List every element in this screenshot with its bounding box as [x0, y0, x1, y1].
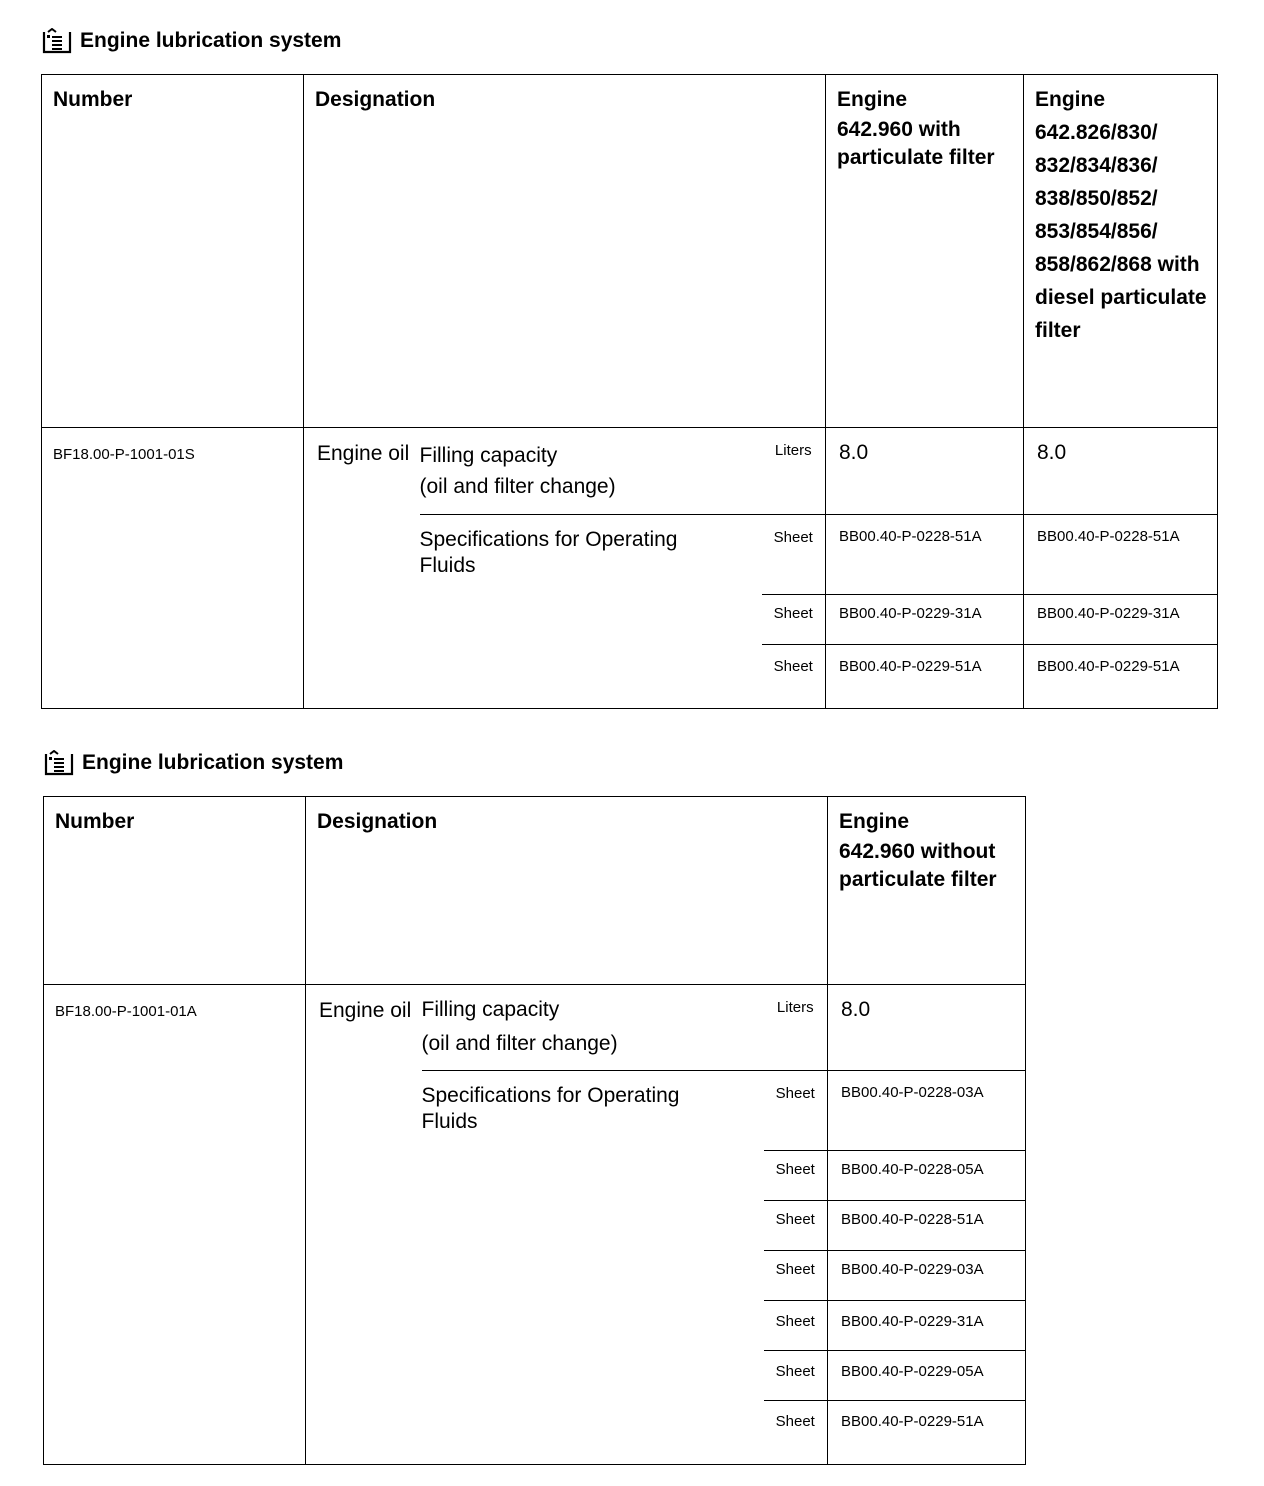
header-engine-col	[1024, 75, 1218, 428]
spec-label: Specifications for Operating Fluids	[422, 1071, 764, 1465]
unit: Sheet	[762, 645, 826, 709]
part-number: BF18.00-P-1001-01A	[44, 985, 306, 1465]
value: BB00.40-P-0228-51A	[1024, 515, 1218, 595]
header-designation: Designation	[304, 75, 826, 428]
unit: Liters	[764, 985, 828, 1071]
filling-capacity-text: Filling capacity	[421, 998, 560, 1021]
unit: Sheet	[764, 1251, 828, 1301]
header-number: Number	[44, 797, 306, 985]
value: BB00.40-P-0229-51A	[828, 1401, 1026, 1465]
fluid-container-icon	[42, 28, 72, 54]
part-number: BF18.00-P-1001-01S	[42, 428, 304, 709]
spec-label: Specifications for Operating Fluids	[420, 515, 762, 709]
fluid-container-icon	[44, 750, 74, 776]
filling-capacity-text: Filling capacity	[419, 444, 558, 467]
designation: Engine oil	[304, 428, 420, 709]
engine-models: 642.826/830/ 832/834/836/ 838/850/852/ 853/854/856/ 858/862/868 with diesel particulate filter	[1035, 121, 1207, 342]
unit: Sheet	[764, 1151, 828, 1201]
value: BB00.40-P-0229-51A	[826, 645, 1024, 709]
engine-label: Engine	[837, 88, 908, 111]
header-row	[42, 75, 1218, 428]
value: BB00.40-P-0229-31A	[1024, 595, 1218, 645]
value: BB00.40-P-0229-31A	[826, 595, 1024, 645]
engine-models: 642.960 with particulate filter	[837, 118, 995, 169]
section-title	[42, 28, 341, 54]
engine-label: Engine	[1035, 88, 1106, 111]
spec-table	[43, 796, 1026, 1465]
unit: Sheet	[762, 595, 826, 645]
value: BB00.40-P-0228-51A	[826, 515, 1024, 595]
filling-row	[44, 985, 1026, 1071]
unit: Sheet	[764, 1071, 828, 1151]
header-engine-col	[828, 797, 1026, 985]
value: BB00.40-P-0228-05A	[828, 1151, 1026, 1201]
value: BB00.40-P-0229-03A	[828, 1251, 1026, 1301]
header-engine-col	[826, 75, 1024, 428]
unit: Sheet	[762, 515, 826, 595]
filling-capacity-sub: (oil and filter change)	[419, 475, 616, 498]
spec-table	[41, 74, 1218, 709]
value: BB00.40-P-0229-31A	[828, 1301, 1026, 1351]
filling-capacity-label	[420, 428, 762, 515]
filling-capacity-label	[422, 985, 764, 1071]
value: BB00.40-P-0228-51A	[828, 1201, 1026, 1251]
filling-row	[42, 428, 1218, 515]
filling-capacity-sub: (oil and filter change)	[421, 1032, 618, 1055]
designation: Engine oil	[306, 985, 422, 1465]
unit: Sheet	[764, 1351, 828, 1401]
unit: Sheet	[764, 1401, 828, 1465]
header-designation: Designation	[306, 797, 828, 985]
unit: Liters	[762, 428, 826, 515]
value: BB00.40-P-0229-05A	[828, 1351, 1026, 1401]
unit: Sheet	[764, 1201, 828, 1251]
value: BB00.40-P-0229-51A	[1024, 645, 1218, 709]
header-row	[44, 797, 1026, 985]
engine-models: 642.960 without particulate filter	[839, 840, 997, 891]
section-title	[44, 750, 343, 776]
value: 8.0	[1024, 428, 1218, 515]
header-number: Number	[42, 75, 304, 428]
section-title-text: Engine lubrication system	[80, 29, 342, 52]
value: 8.0	[826, 428, 1024, 515]
value: 8.0	[828, 985, 1026, 1071]
value: BB00.40-P-0228-03A	[828, 1071, 1026, 1151]
engine-label: Engine	[839, 810, 910, 833]
unit: Sheet	[764, 1301, 828, 1351]
section-title-text: Engine lubrication system	[82, 751, 344, 774]
